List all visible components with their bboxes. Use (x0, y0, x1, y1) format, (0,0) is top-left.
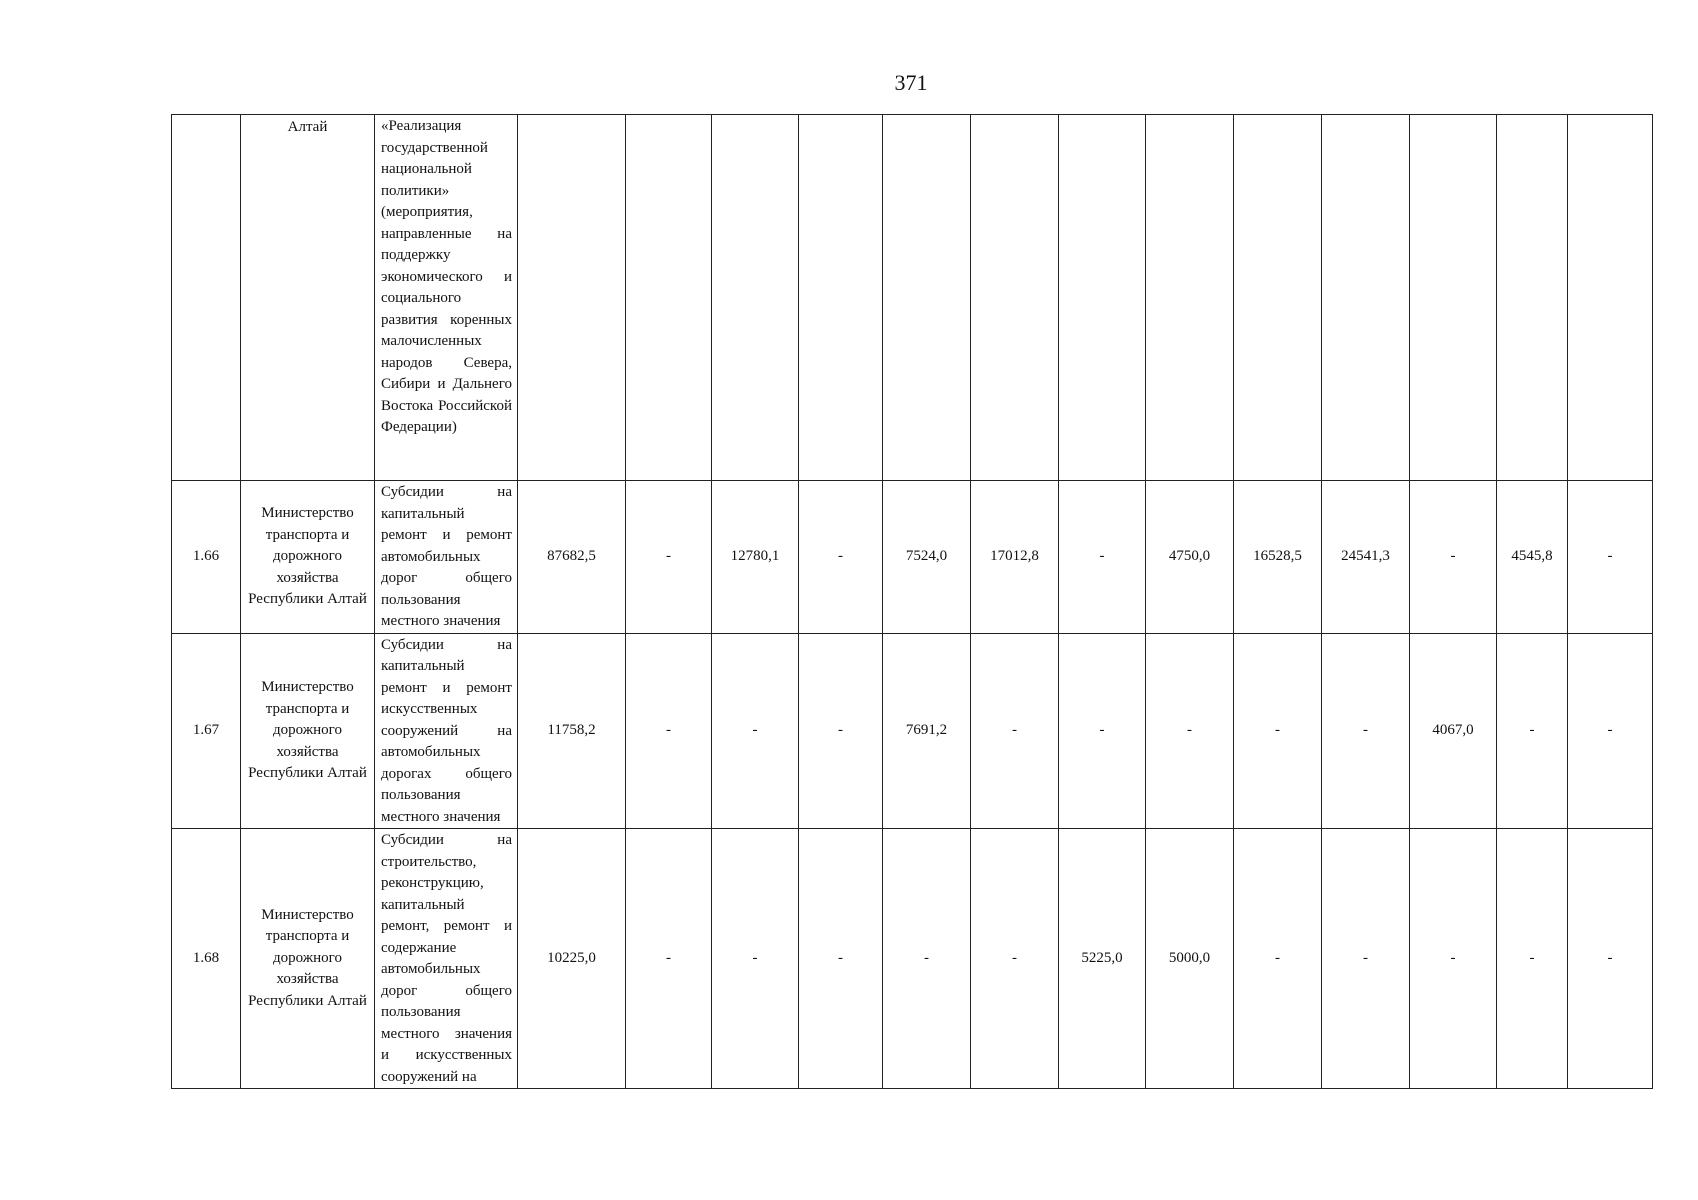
value-cell: - (1497, 829, 1568, 1089)
value-cell: - (626, 481, 712, 634)
value-cell (518, 115, 626, 481)
organization-cell: Министерство транспорта и дорожного хозяйства Республики Алтай (241, 829, 375, 1089)
value-cell: 87682,5 (518, 481, 626, 634)
value-cell: 12780,1 (712, 481, 799, 634)
value-cell: - (626, 633, 712, 829)
value-cell: - (712, 829, 799, 1089)
value-cell: 10225,0 (518, 829, 626, 1089)
value-cell: 17012,8 (971, 481, 1059, 634)
value-cell: - (883, 829, 971, 1089)
value-cell: 16528,5 (1234, 481, 1322, 634)
value-cell (1568, 115, 1653, 481)
value-cell: 5225,0 (1059, 829, 1146, 1089)
table-row (172, 829, 1653, 1089)
row-number-cell: 1.68 (172, 829, 241, 1089)
value-cell (626, 115, 712, 481)
value-cell: - (1059, 481, 1146, 634)
value-cell: - (1568, 633, 1653, 829)
description-cell: Субсидии на капитальный ремонт и ремонт искусственных сооружений на автомобильных дорогах общего пользования местного значения (375, 633, 518, 829)
row-number-cell (172, 115, 241, 481)
value-cell (883, 115, 971, 481)
table-row (172, 633, 1653, 829)
value-cell: 5000,0 (1146, 829, 1234, 1089)
value-cell (1322, 115, 1410, 481)
value-cell: - (1322, 829, 1410, 1089)
value-cell (971, 115, 1059, 481)
value-cell: - (712, 633, 799, 829)
value-cell: 11758,2 (518, 633, 626, 829)
value-cell: - (799, 829, 883, 1089)
value-cell: 7524,0 (883, 481, 971, 634)
table-body (172, 115, 1653, 1089)
value-cell: - (1497, 633, 1568, 829)
value-cell: - (1568, 481, 1653, 634)
value-cell: - (1234, 829, 1322, 1089)
value-cell: - (1410, 481, 1497, 634)
table-row (172, 481, 1653, 634)
value-cell: 4067,0 (1410, 633, 1497, 829)
organization-cell: Алтай (241, 115, 375, 481)
value-cell: - (799, 481, 883, 634)
description-cell: Субсидии на капитальный ремонт и ремонт автомобильных дорог общего пользования местного значения (375, 481, 518, 634)
budget-table (171, 114, 1653, 1089)
organization-cell: Министерство транспорта и дорожного хозяйства Республики Алтай (241, 481, 375, 634)
value-cell: 4750,0 (1146, 481, 1234, 634)
value-cell: 24541,3 (1322, 481, 1410, 634)
value-cell (1234, 115, 1322, 481)
table-row (172, 115, 1653, 481)
value-cell (1059, 115, 1146, 481)
value-cell (1410, 115, 1497, 481)
value-cell: - (1568, 829, 1653, 1089)
description-cell: Субсидии на строительство, реконструкцию, капитальный ремонт, ремонт и содержание автомобильных дорог общего пользования местного значения и искусственных сооружений на (375, 829, 518, 1089)
value-cell: 7691,2 (883, 633, 971, 829)
value-cell: - (1410, 829, 1497, 1089)
value-cell: - (1059, 633, 1146, 829)
value-cell: - (971, 829, 1059, 1089)
value-cell: - (971, 633, 1059, 829)
value-cell: - (626, 829, 712, 1089)
value-cell: - (1146, 633, 1234, 829)
value-cell: 4545,8 (1497, 481, 1568, 634)
row-number-cell: 1.66 (172, 481, 241, 634)
row-number-cell: 1.67 (172, 633, 241, 829)
value-cell (712, 115, 799, 481)
page-number: 371 (894, 70, 928, 95)
description-cell: «Реализация государственной национальной политики» (мероприятия, направленные на поддержку экономического и социального развития коренных малочисленных народов Севера, Сибири и Дальнего Востока Российской Федерации) (375, 115, 518, 481)
organization-cell: Министерство транспорта и дорожного хозяйства Республики Алтай (241, 633, 375, 829)
value-cell: - (1234, 633, 1322, 829)
value-cell (1497, 115, 1568, 481)
value-cell: - (1322, 633, 1410, 829)
value-cell (1146, 115, 1234, 481)
value-cell: - (799, 633, 883, 829)
value-cell (799, 115, 883, 481)
